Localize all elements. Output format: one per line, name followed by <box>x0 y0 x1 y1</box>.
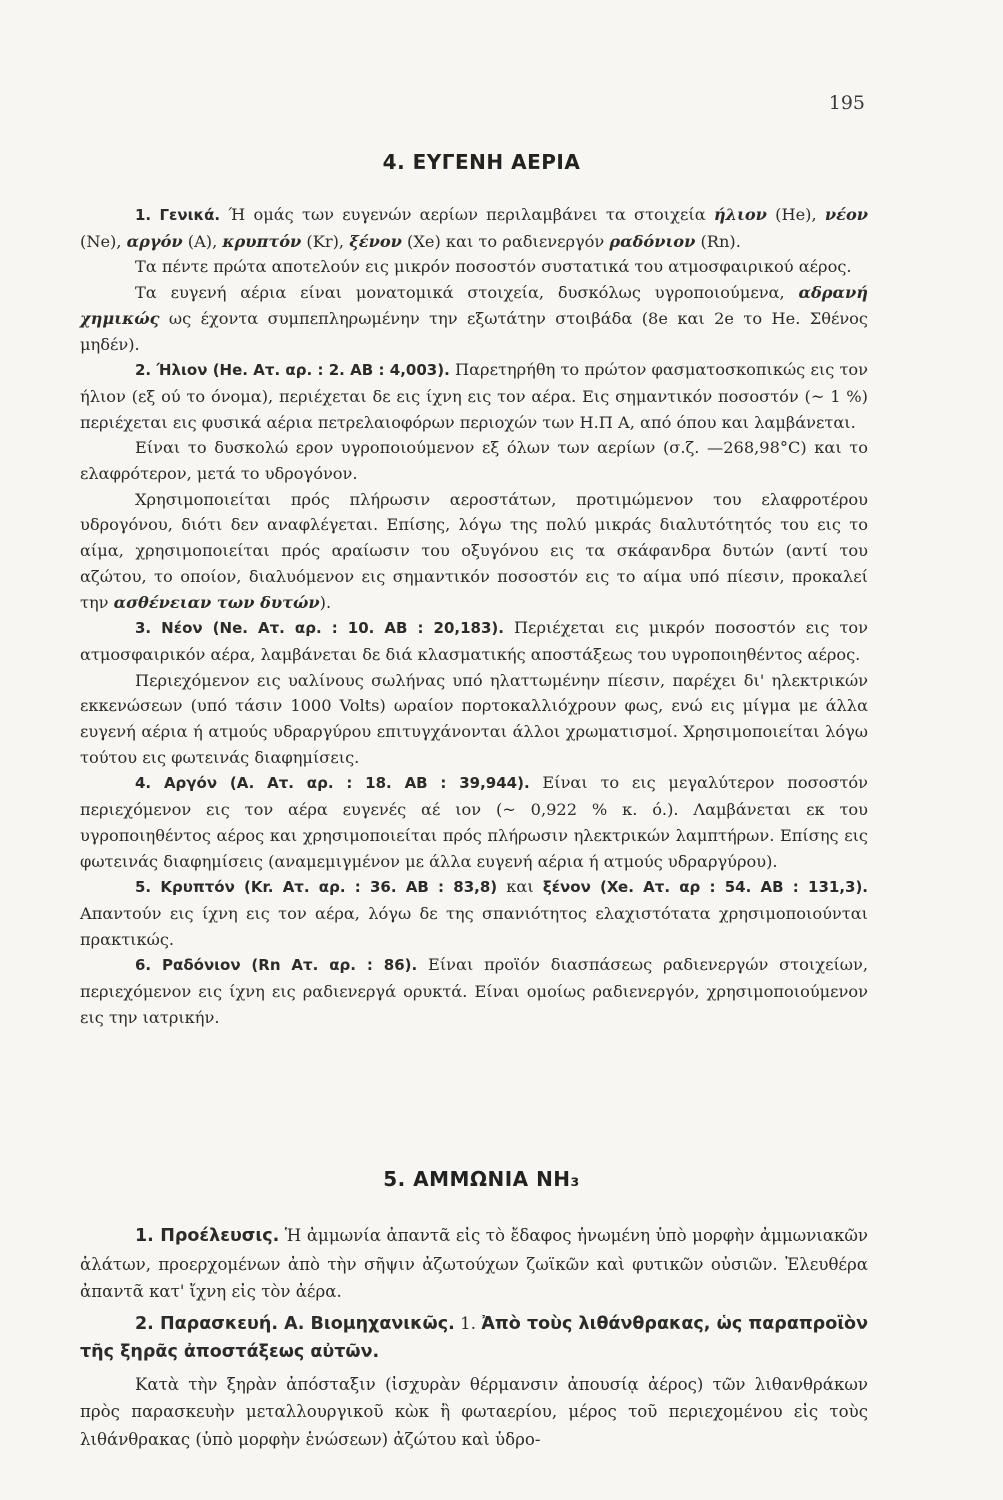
section-ammonia <box>80 1222 868 1453</box>
paragraph-label: 5. Κρυπτόν (Kr. Ατ. αρ. : 36. ΑΒ : 83,8) <box>135 878 498 897</box>
text: Τα ευγενή αέρια είναι μονατομικά στοιχεία, δυσκόλως υγροποιούμενα, <box>135 283 799 303</box>
section-title-ammonia: 5. ΑΜΜΩΝΙΑ NH₃ <box>383 1167 580 1191</box>
paragraph: Κατὰ τὴν ξηρὰν ἀπόσταξιν (ἰσχυρὰν θέρμανσιν ἀπουσίᾳ ἀέρος) τῶν λιθανθράκων πρὸς παρασκευὴν μεταλλουργικοῦ κὼκ ἢ φωταερίου, μέρος τοῦ περιεχομένου εἰς τοὺς λιθάνθρακας (ὑπὸ μορφὴν ἑνώσεων) ἀζώτου καὶ ὑδρο- <box>80 1374 868 1449</box>
text: ως έχοντα συμπεπληρωμένην την εξωτάτην στοιβάδα (8e και 2e το He. Σθένος μηδέν). <box>80 308 868 354</box>
paragraph-label: 4. Αργόν (A. Ατ. αρ. : 18. ΑΒ : 39,944). <box>135 774 530 793</box>
paragraph-origin <box>80 1222 868 1306</box>
page-number: 195 <box>828 92 865 114</box>
term-krypton: κρυπτόν <box>222 231 302 251</box>
paragraph-label: 2. Παρασκευή. Α. Βιομηχανικῶς. <box>135 1313 455 1334</box>
section-title-noble-gases: 4. ΕΥΓΕΝΗ ΑΕΡΙΑ <box>382 150 581 174</box>
text: (Ne), <box>80 231 127 251</box>
subheading: Ἀπὸ τοὺς λιθάνθρακας, ὡς παραπροϊὸν τῆς ξηρᾶς ἀποστάξεως αὐτῶν. <box>80 1313 868 1362</box>
text: Ή ομάς των ευγενών αερίων περιλαμβάνει τα στοιχεία <box>220 205 714 224</box>
paragraph: Είναι το δυσκολώ ερον υγροποιούμενον εξ όλων των αερίων (σ.ζ. —268,98°C) και το ελαφρότερον, μετά το υδρογόνον. <box>80 438 868 484</box>
text: (He), <box>766 205 825 224</box>
text: Περιέχεται εις μικρόν ποσοστόν εις τον ατμοσφαιρικόν αέρα, λαμβάνεται δε διά κλασματικής αποστάξεως του υγροποιηθέντος αέρος. <box>80 618 868 664</box>
paragraph <box>80 487 868 616</box>
paragraph-krypton-xenon <box>80 874 868 952</box>
paragraph: Περιεχόμενον εις υαλίνους σωλήνας υπό ηλαττωμένην πίεσιν, παρέχει δι' ηλεκτρικών εκκενώσεων (υπό τάσιν 1000 Volts) ωραίον πορτοκαλλιόχρουν φως, ενώ εις μίγμα με άλλα ευγενή αέρια ή ατμούς υδραργύρου επιτυγχάνονται άλλοι χρωματισμοί. Χρησιμοποιείται λόγω τούτου εις φωτεινάς διαφημίσεις. <box>80 670 868 767</box>
paragraph-label: 2. Ήλιον (He. Ατ. αρ. : 2. ΑΒ : 4,003). <box>135 361 450 380</box>
paragraph-label: ξένον (Xe. Ατ. αρ : 54. ΑΒ : 131,3). <box>542 878 869 897</box>
paragraph-helium <box>80 357 868 435</box>
paragraph-label: 1. Προέλευσις. <box>135 1226 280 1246</box>
paragraph-radon <box>80 952 868 1030</box>
text: Χρησιμοποιείται πρός πλήρωσιν αεροστάτων, προτιμώμενον του ελαφροτέρου υδρογόνου, διότι δεν αναφλέγεται. Επίσης, λόγω της πολύ μικράς διαλυτότητός του εις το αίμα, χρησιμοποιείται πρός αραίωσιν του οξυγόνου εις τα σκάφανδρα δυτών (αντί του αζώτου, το οποίον, διαλυόμενον εις σημαντικόν ποσοστόν εις το αίμα υπό πίεσιν, προκαλεί την <box>80 489 868 612</box>
paragraph-label: 6. Ραδόνιον (Rn Ατ. αρ. : 86). <box>135 956 418 975</box>
term-xenon: ξένον <box>349 231 402 251</box>
section-noble-gases <box>80 202 868 1031</box>
paragraph-argon <box>80 770 868 874</box>
paragraph: Τα πέντε πρώτα αποτελούν εις μικρόν ποσοστόν συστατικά του ατμοσφαιρικού αέρος. <box>135 257 852 277</box>
text: (Kr), <box>301 231 350 251</box>
text: ). <box>319 592 332 612</box>
paragraph-preparation <box>80 1310 868 1367</box>
paragraph <box>80 280 868 357</box>
text: Παρετηρήθη το πρώτον φασματοσκοπικώς εις τον ήλιον (εξ ού το όνομα), περιέχεται δε εις ίχνη εις τον αέρα. Εις σημαντικόν ποσοστόν (~ 1 %) περιέχεται εις φυσικά αέρια πετρελαιοφόρων περιοχών των Η.Π Α, από όπου και λαμβάνεται. <box>80 360 869 432</box>
paragraph-label: 3. Νέον (Ne. Ατ. αρ. : 10. ΑΒ : 20,183). <box>135 619 504 638</box>
paragraph-general <box>80 202 868 254</box>
term-argon: αργόν <box>126 231 183 251</box>
text: (Rn). <box>695 231 741 251</box>
text: και <box>497 877 543 897</box>
text: (A), <box>182 231 223 251</box>
paragraph-label: 1. Γενικά. <box>135 206 221 224</box>
term-inert: αδρανή χημικώς <box>80 283 868 328</box>
paragraph-neon <box>80 615 868 667</box>
term-disease: ασθένειαν των δυτών <box>113 592 320 612</box>
text: Απαντούν εις ίχνη εις τον αέρα, λόγω δε της σπανιότητος ελαχιστότατα χρησιμοποιούνται πρακτικώς. <box>80 903 868 949</box>
term-helium: ήλιον <box>713 205 767 224</box>
term-neon: νέον <box>824 205 868 224</box>
text: Είναι προϊόν διασπάσεως ραδιενεργών στοιχείων, περιεχόμενον εις ίχνη εις ραδιενεργά ορυκτά. Είναι ομοίως ραδιενεργόν, χρησιμοποιούμενον εις την ιατρικήν. <box>80 955 868 1027</box>
text: (Xe) και το ραδιενεργόν <box>401 231 610 251</box>
text: Ἡ ἀμμωνία ἀπαντᾶ εἰς τὸ ἔδαφος ἡνωμένη ὑπὸ μορφὴν ἀμμωνιακῶν ἁλάτων, προερχομένων ἀπὸ τὴν σῆψιν ἀζωτούχων ζωϊκῶν καὶ φυτικῶν οὐσιῶν. Ἐλευθέρα ἀπαντᾶ κατ' ἴχνη εἰς τὸν ἀέρα. <box>80 1226 868 1301</box>
text: Είναι το εις μεγαλύτερον ποσοστόν περιεχόμενον εις τον αέρα ευγενές αέ ιον (~ 0,922 % κ. ό.). Λαμβάνεται εκ του υγροποιηθέντος αέρος και χρησιμοποιείται πρός πλήρωσιν ηλεκτρικών λαμπτήρων. Επίσης εις φωτεινάς διαφημίσεις (αναμεμιγμένον με άλλα ευγενή αέρια ή ατμούς υδραργύρου). <box>80 773 868 871</box>
term-radon: ραδόνιον <box>609 231 696 251</box>
text: 1. <box>454 1313 482 1333</box>
